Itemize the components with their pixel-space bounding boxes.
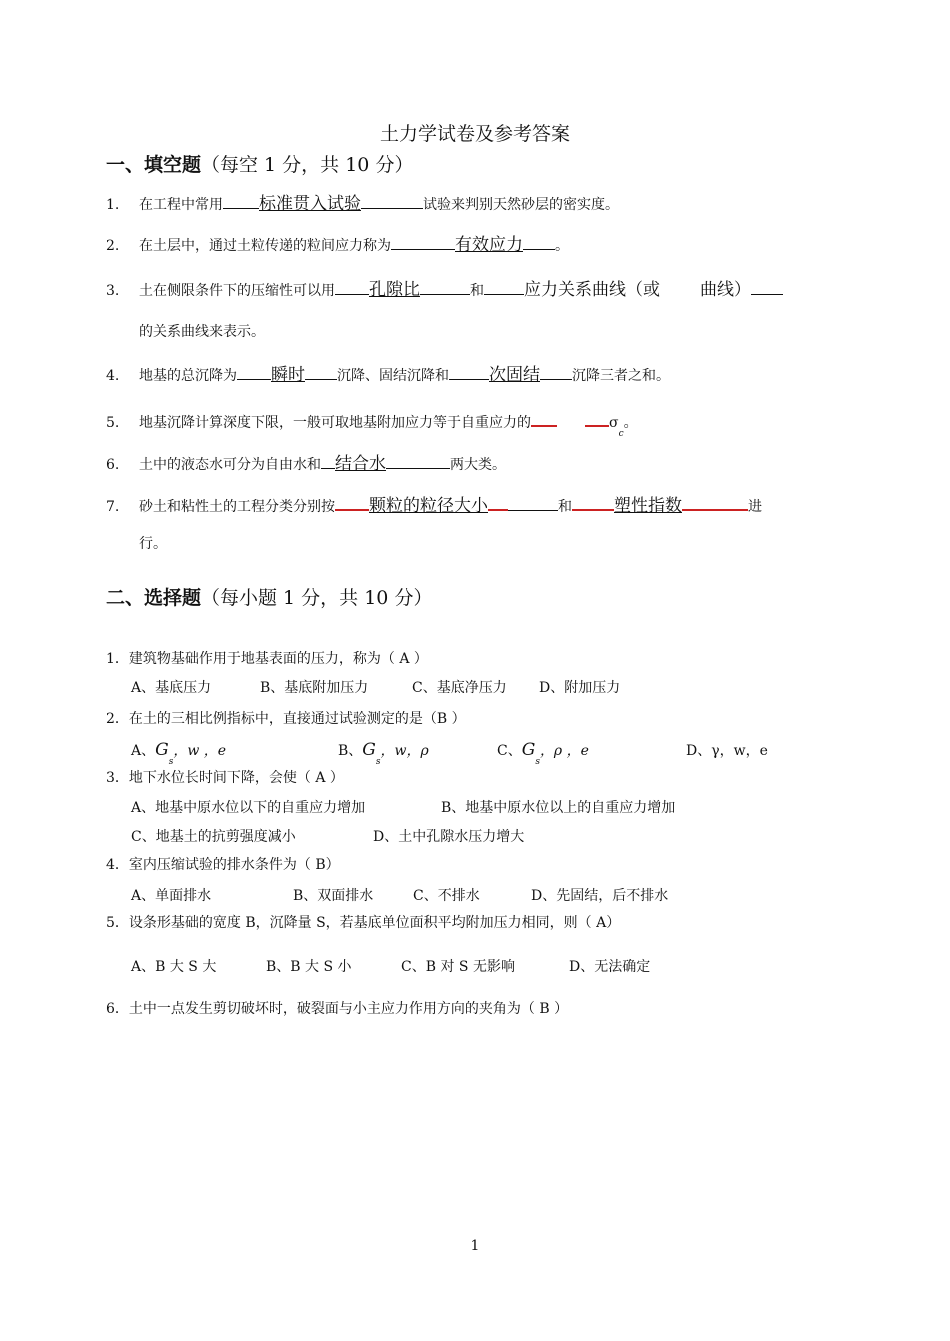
fill-question-2 [106, 235, 569, 256]
choice-question-4: 4．室内压缩试验的排水条件为（ B） [106, 857, 340, 873]
choice-5-option-a: A、B 大 S 大 [131, 959, 217, 975]
fill-question-4 [106, 365, 670, 386]
answer-text: 瞬时 [271, 365, 305, 385]
page-number: 1 [470, 1238, 480, 1254]
option-label: A、 [131, 743, 156, 759]
answer-text: 有效应力 [455, 235, 523, 255]
section1-title: 一、填空题 [106, 154, 202, 176]
question-text: 两大类。 [450, 457, 506, 473]
choice-1-option-a: A、基底压力 [131, 680, 212, 696]
option-text: ，ρ ，e [539, 743, 589, 759]
question-text: 地基的总沉降为 [139, 368, 237, 384]
section2-title: 二、选择题 [106, 587, 202, 609]
choice-4-option-d: D、先固结，后不排水 [531, 888, 669, 904]
question-text: 进 [748, 499, 762, 515]
choice-1-option-c: C、基底净压力 [412, 680, 507, 696]
choice-question-6: 6．土中一点发生剪切破坏时，破裂面与小主应力作用方向的夹角为（ B ） [106, 1001, 569, 1017]
subscript-s: s [535, 757, 540, 767]
fill-question-5 [106, 411, 638, 439]
choice-3-option-b: B、地基中原水位以上的自重应力增加 [441, 800, 676, 816]
fill-question-6 [106, 454, 506, 475]
choice-4-option-c: C、不排水 [413, 888, 480, 904]
answer-text: 曲线） [700, 280, 751, 300]
symbol-g: G [362, 740, 376, 760]
choice-5-option-c: C、B 对 S 无影响 [401, 959, 515, 975]
choice-question-5: 5．设条形基础的宽度 B，沉降量 S，若基底单位面积平均附加压力相同，则（ A） [106, 915, 621, 931]
sigma-subscript: c [618, 429, 624, 439]
question-text: 砂土和粘性土的工程分类分别按 [139, 499, 335, 515]
answer-text: 颗粒的粒径大小 [369, 496, 488, 516]
answer-text: 应力关系曲线（或 [524, 280, 660, 300]
subscript-s: s [375, 757, 381, 767]
question-text: 。 [623, 415, 638, 431]
question-number: 5. [106, 415, 120, 431]
fill-question-1 [106, 194, 619, 215]
fill-question-3-line2: 的关系曲线来表示。 [139, 324, 265, 340]
question-number: 2. [106, 238, 120, 254]
question-text: 土在侧限条件下的压缩性可以用 [139, 283, 335, 299]
answer-text: 孔隙比 [369, 280, 420, 300]
choice-3-option-a: A、地基中原水位以下的自重应力增加 [131, 800, 366, 816]
question-text: 和 [558, 499, 572, 515]
answer-text: 结合水 [335, 454, 386, 474]
fill-question-3 [106, 280, 783, 301]
page-title: 土力学试卷及参考答案 [379, 123, 570, 145]
answer-text: 标准贯入试验 [259, 194, 361, 214]
symbol-g: G [155, 740, 169, 760]
question-text: 试验来判别天然砂层的密实度。 [423, 197, 619, 213]
choice-question-1: 1．建筑物基础作用于地基表面的压力，称为（ A ） [106, 651, 428, 667]
option-label: B、 [338, 743, 363, 759]
question-number: 6. [106, 457, 120, 473]
question-text: 在土层中，通过土粒传递的粒间应力称为 [139, 238, 391, 254]
choice-2-option-b [338, 740, 429, 767]
question-text: 和 [470, 283, 484, 299]
answer-text: 次固结 [489, 365, 540, 385]
subscript-s: s [168, 757, 174, 767]
question-number: 7. [106, 499, 120, 515]
option-text: ，w ，e [173, 743, 227, 759]
fill-question-7-line2: 行。 [139, 536, 167, 552]
question-text: 在工程中常用 [139, 197, 223, 213]
choice-2-option-c [497, 740, 589, 767]
choice-2-option-a [131, 740, 227, 767]
question-number: 3. [106, 283, 120, 299]
question-text: 土中的液态水可分为自由水和 [139, 457, 321, 473]
question-text: 沉降三者之和。 [572, 368, 670, 384]
choice-4-option-b: B、双面排水 [293, 888, 374, 904]
section2-note: （每小题 1 分，共 10 分） [201, 587, 433, 609]
choice-2-option-d: D、γ，w，e [686, 743, 768, 759]
question-text: 地基沉降计算深度下限，一般可取地基附加应力等于自重应力的 [139, 415, 531, 431]
section1-note: （每空 1 分，共 10 分） [201, 154, 414, 176]
question-number: 1. [106, 197, 120, 213]
section2-heading [106, 583, 432, 610]
question-text: 。 [555, 238, 569, 254]
choice-5-option-d: D、无法确定 [569, 959, 651, 975]
question-text: 沉降、固结沉降和 [337, 368, 449, 384]
section1-heading [106, 150, 413, 177]
answer-text: 塑性指数 [614, 496, 682, 516]
choice-3-option-d: D、土中孔隙水压力增大 [373, 829, 525, 845]
choice-question-2: 2．在土的三相比例指标中，直接通过试验测定的是（B ） [106, 711, 466, 727]
choice-question-3: 3．地下水位长时间下降，会使（ A ） [106, 770, 344, 786]
option-label: C、 [497, 743, 522, 759]
option-text: ，w，ρ [380, 743, 429, 759]
choice-1-option-d: D、附加压力 [539, 680, 621, 696]
choice-5-option-b: B、B 大 S 小 [266, 959, 352, 975]
symbol-g: G [521, 740, 536, 760]
question-number: 4. [106, 368, 120, 384]
sigma-symbol: σ [609, 415, 619, 431]
choice-4-option-a: A、单面排水 [131, 888, 212, 904]
fill-question-7 [106, 495, 762, 517]
choice-1-option-b: B、基底附加压力 [260, 680, 369, 696]
choice-3-option-c: C、地基土的抗剪强度减小 [131, 829, 296, 845]
